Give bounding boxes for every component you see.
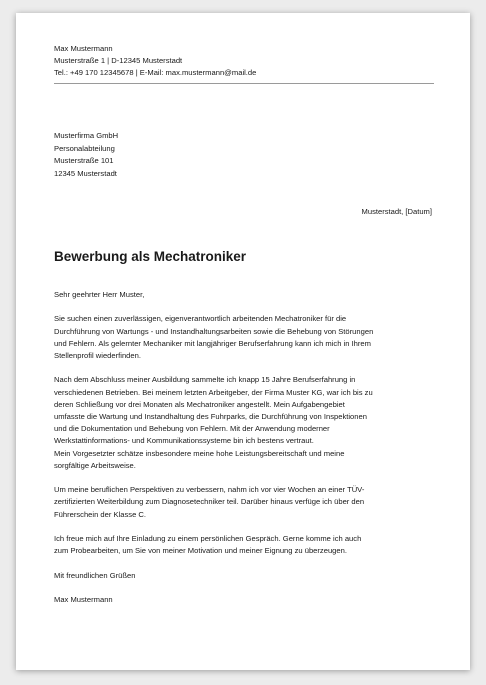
sender-block <box>54 43 256 79</box>
body-paragraph <box>54 313 438 362</box>
salutation: Sehr geehrter Herr Muster, <box>54 290 145 299</box>
text-line: Führerschein der Klasse C. <box>54 509 147 519</box>
letter-subject: Bewerbung als Mechatroniker <box>54 249 247 264</box>
letter-body <box>54 289 438 618</box>
text-line: verschiedenen Betrieben. Bei meinem letzten Arbeitgeber, der Firma Muster KG, war ich bis zu <box>54 387 373 397</box>
place-date: Musterstadt, [Datum] <box>361 207 432 216</box>
recipient-street: Musterstraße 101 <box>54 156 114 166</box>
sender-contact: Tel.: +49 170 12345678 | E-Mail: max.mustermann@mail.de <box>54 68 257 77</box>
recipient-city: 12345 Musterstadt <box>54 168 117 178</box>
body-paragraph <box>54 484 438 521</box>
body-paragraph <box>54 533 438 557</box>
text-line: Um meine beruflichen Perspektiven zu verbessern, nahm ich vor vier Wochen an einer TÜV- <box>54 485 365 495</box>
letter-page <box>16 13 470 670</box>
text-line: Sie suchen einen zuverlässigen, eigenverantwortlich arbeitenden Mechatroniker für die <box>54 314 347 324</box>
text-line: deren Schließung vor drei Monaten als Mechatroniker angestellt. Mein Aufgabengebiet <box>54 399 345 409</box>
recipient-company: Musterfirma GmbH <box>54 131 119 140</box>
sender-name: Max Mustermann <box>54 44 113 53</box>
recipient-block <box>54 130 118 180</box>
text-line: umfasste die Wartung und Instandhaltung des Fuhrparks, die Durchführung von Inspektionen <box>54 412 367 421</box>
text-line: Werkstattinformations- und Kommunikationssysteme bin ich bestens vertraut. <box>54 436 314 446</box>
body-paragraph <box>54 374 438 472</box>
header-divider <box>54 83 434 84</box>
text-line: Nach dem Abschluss meiner Ausbildung sammelte ich knapp 15 Jahre Berufserfahrung in <box>54 375 356 385</box>
text-line: Ich freue mich auf Ihre Einladung zu einem persönlichen Gespräch. Gerne komme ich auch <box>54 534 362 543</box>
text-line: sorgfältige Arbeitsweise. <box>54 460 136 470</box>
text-line: Stellenprofil wiederfinden. <box>54 351 141 360</box>
signature-name: Max Mustermann <box>54 594 113 604</box>
recipient-department: Personalabteilung <box>54 143 115 153</box>
text-line: Mein Vorgesetzter schätze insbesondere meine hohe Leistungsbereitschaft und meine <box>54 448 345 458</box>
text-line: und die Dokumentation und Behebung von Fehlern. Mit der Anwendung moderner <box>54 424 330 434</box>
text-line: zertifizierten Weiterbildung zum Diagnosetechniker teil. Darüber hinaus verfüge ich über den <box>54 497 365 507</box>
text-line: und Fehlern. Als gelernter Mechaniker mit langjähriger Berufserfahrung kann ich mich in Ihrem <box>54 338 371 348</box>
text-line: Durchführung von Wartungs - und Instandhaltungsarbeiten sowie die Behebung von Störungen <box>54 326 374 336</box>
text-line: zum Probearbeiten, um Sie von meiner Motivation und meiner Eignung zu überzeugen. <box>54 546 347 556</box>
closing: Mit freundlichen Grüßen <box>54 570 136 580</box>
sender-address: Musterstraße 1 | D-12345 Musterstadt <box>54 56 183 65</box>
